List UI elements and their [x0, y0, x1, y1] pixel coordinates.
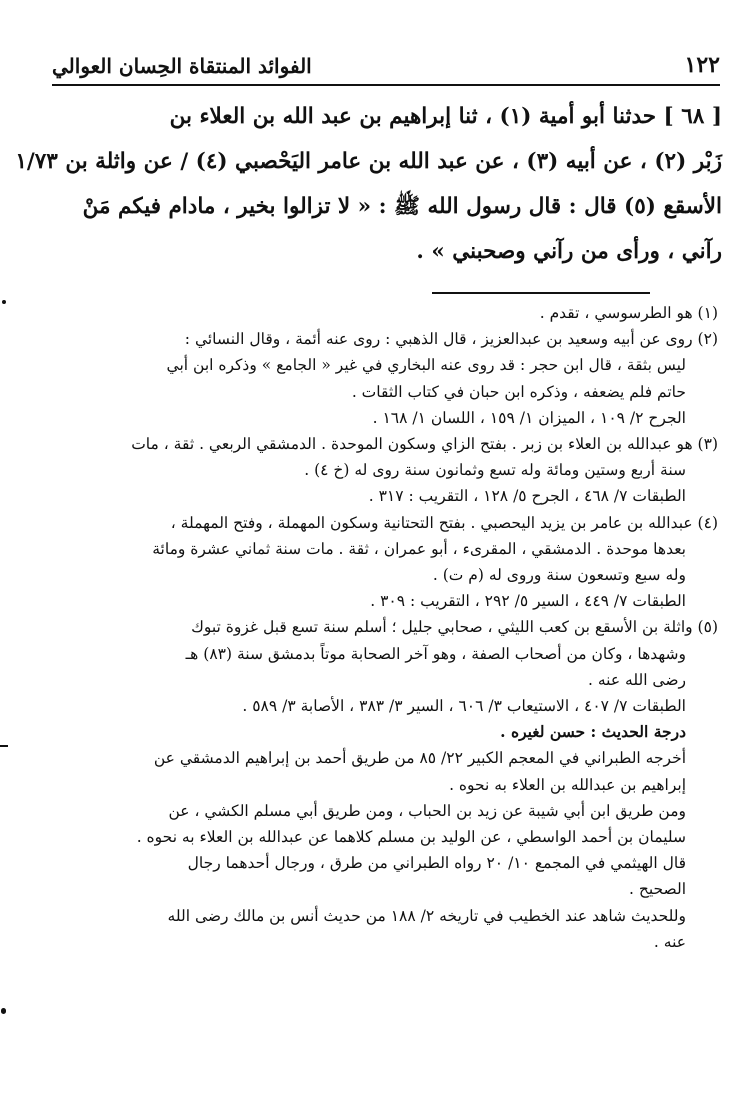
footnote-line: وللحديث شاهد عند الخطيب في تاريخه ٢/ ١٨٨ من حديث أنس بن مالك رضى الله [167, 906, 686, 925]
footnote-line: سنة أربع وستين ومائة وله تسع وثمانون سنة روى له (خ ٤) . [304, 461, 686, 480]
footnotes-section [40, 300, 718, 955]
footnote-line: الطبقات ٧/ ٤٤٩ ، السير ٥/ ٢٩٢ ، التقريب : ٣٠٩ . [370, 592, 686, 611]
footnote-line: سليمان بن أحمد الواسطي ، عن الوليد بن مسلم كلاهما عن عبدالله بن العلاء به نحوه . [136, 828, 686, 847]
footnote-line: (١) هو الطرسوسي ، تقدم . [539, 304, 718, 322]
footnote-line: ومن طريق ابن أبي شيبة عن زيد بن الحباب ، ومن طريق أبي مسلم الكشي ، عن [168, 801, 686, 820]
hadith-line: زَبْر (٢) ، عن أبيه (٣) ، عن عبد الله بن عامر اليَحْصبي (٤) / عن واثلة بن ١/٧٣ [15, 149, 722, 174]
footnote-line: ليس بثقة ، قال ابن حجر : قد روى عنه البخاري في غير « الجامع » وذكره ابن أبي [166, 356, 686, 375]
footnote-line: رضى الله عنه . [588, 670, 686, 689]
footnote-line: الطبقات ٧/ ٤٦٨ ، الجرح ٥/ ١٢٨ ، التقريب : ٣١٧ . [368, 487, 686, 506]
footnote-line: (٣) هو عبدالله بن العلاء بن زبر . بفتح الزاي وسكون الموحدة . الدمشقي الربعي . ثقة ، مات [131, 435, 718, 454]
footnote-line: قال الهيثمي في المجمع ١٠/ ٢٠ رواه الطبراني من طرق ، ورجال أحدهما رجال [187, 854, 686, 873]
hadith-line: الأسقع (٥) قال : قال رسول الله ﷺ : « لا تزالوا بخير ، مادام فيكم مَنْ [82, 194, 722, 219]
footnote-line: (٢) روى عن أبيه وسعيد بن عبدالعزيز ، قال الذهبي : روى عنه أئمة ، وقال النسائي : [184, 330, 718, 349]
footnote-line: عنه . [653, 932, 686, 951]
footnote-divider [432, 292, 650, 294]
hadith-text [15, 94, 722, 274]
page-header [52, 38, 720, 86]
footnote-line: (٥) واثلة بن الأسقع بن كعب الليثي ، صحابي جليل ؛ أسلم سنة تسع قبل غزوة تبوك [191, 618, 718, 637]
footnote-line: الطبقات ٧/ ٤٠٧ ، الاستيعاب ٣/ ٦٠٦ ، السير ٣/ ٣٨٣ ، الأصابة ٣/ ٥٨٩ . [242, 697, 686, 716]
footnote-line: حاتم فلم يضعفه ، وذكره ابن حبان في كتاب الثقات . [351, 382, 686, 401]
scan-mark [2, 300, 6, 304]
footnote-line: أخرجه الطبراني في المعجم الكبير ٢٢/ ٨٥ من طريق أحمد بن إبراهيم الدمشقي عن [153, 749, 686, 768]
footnote-line: بعدها موحدة . الدمشقي ، المقرىء ، أبو عمران ، ثقة . مات سنة ثماني عشرة ومائة [152, 539, 686, 558]
footnote-line: إبراهيم بن عبدالله بن العلاء به نحوه . [449, 775, 686, 794]
scan-mark [1, 1008, 6, 1014]
running-title: الفوائد المنتقاة الحِسان العوالي [52, 54, 312, 78]
footnote-line: الصحيح . [628, 880, 686, 899]
footnote-line: (٤) عبدالله بن عامر بن يزيد اليحصبي . بفتح التحتانية وسكون المهملة ، وفتح المهملة ، [170, 513, 718, 532]
hadith-line: [ ٦٨ ] حدثنا أبو أمية (١) ، ثنا إبراهيم بن عبد الله بن العلاء بن [169, 104, 722, 129]
page-number: ١٢٢ [684, 52, 720, 78]
hadith-line: رآني ، ورأى من رآني وصحبني » . [416, 239, 722, 264]
footnote-line: وله سبع وتسعون سنة وروى له (م ت) . [432, 566, 686, 585]
footnote-line: وشهدها ، وكان من أصحاب الصفة ، وهو آخر الصحابة موتاً بدمشق سنة (٨٣) هـ [185, 644, 686, 663]
footnote-line: درجة الحديث : حسن لغيره . [500, 722, 686, 742]
footnote-line: الجرح ٢/ ١٠٩ ، الميزان ١/ ١٥٩ ، اللسان ١/ ١٦٨ . [372, 408, 686, 427]
scan-mark [0, 745, 8, 747]
